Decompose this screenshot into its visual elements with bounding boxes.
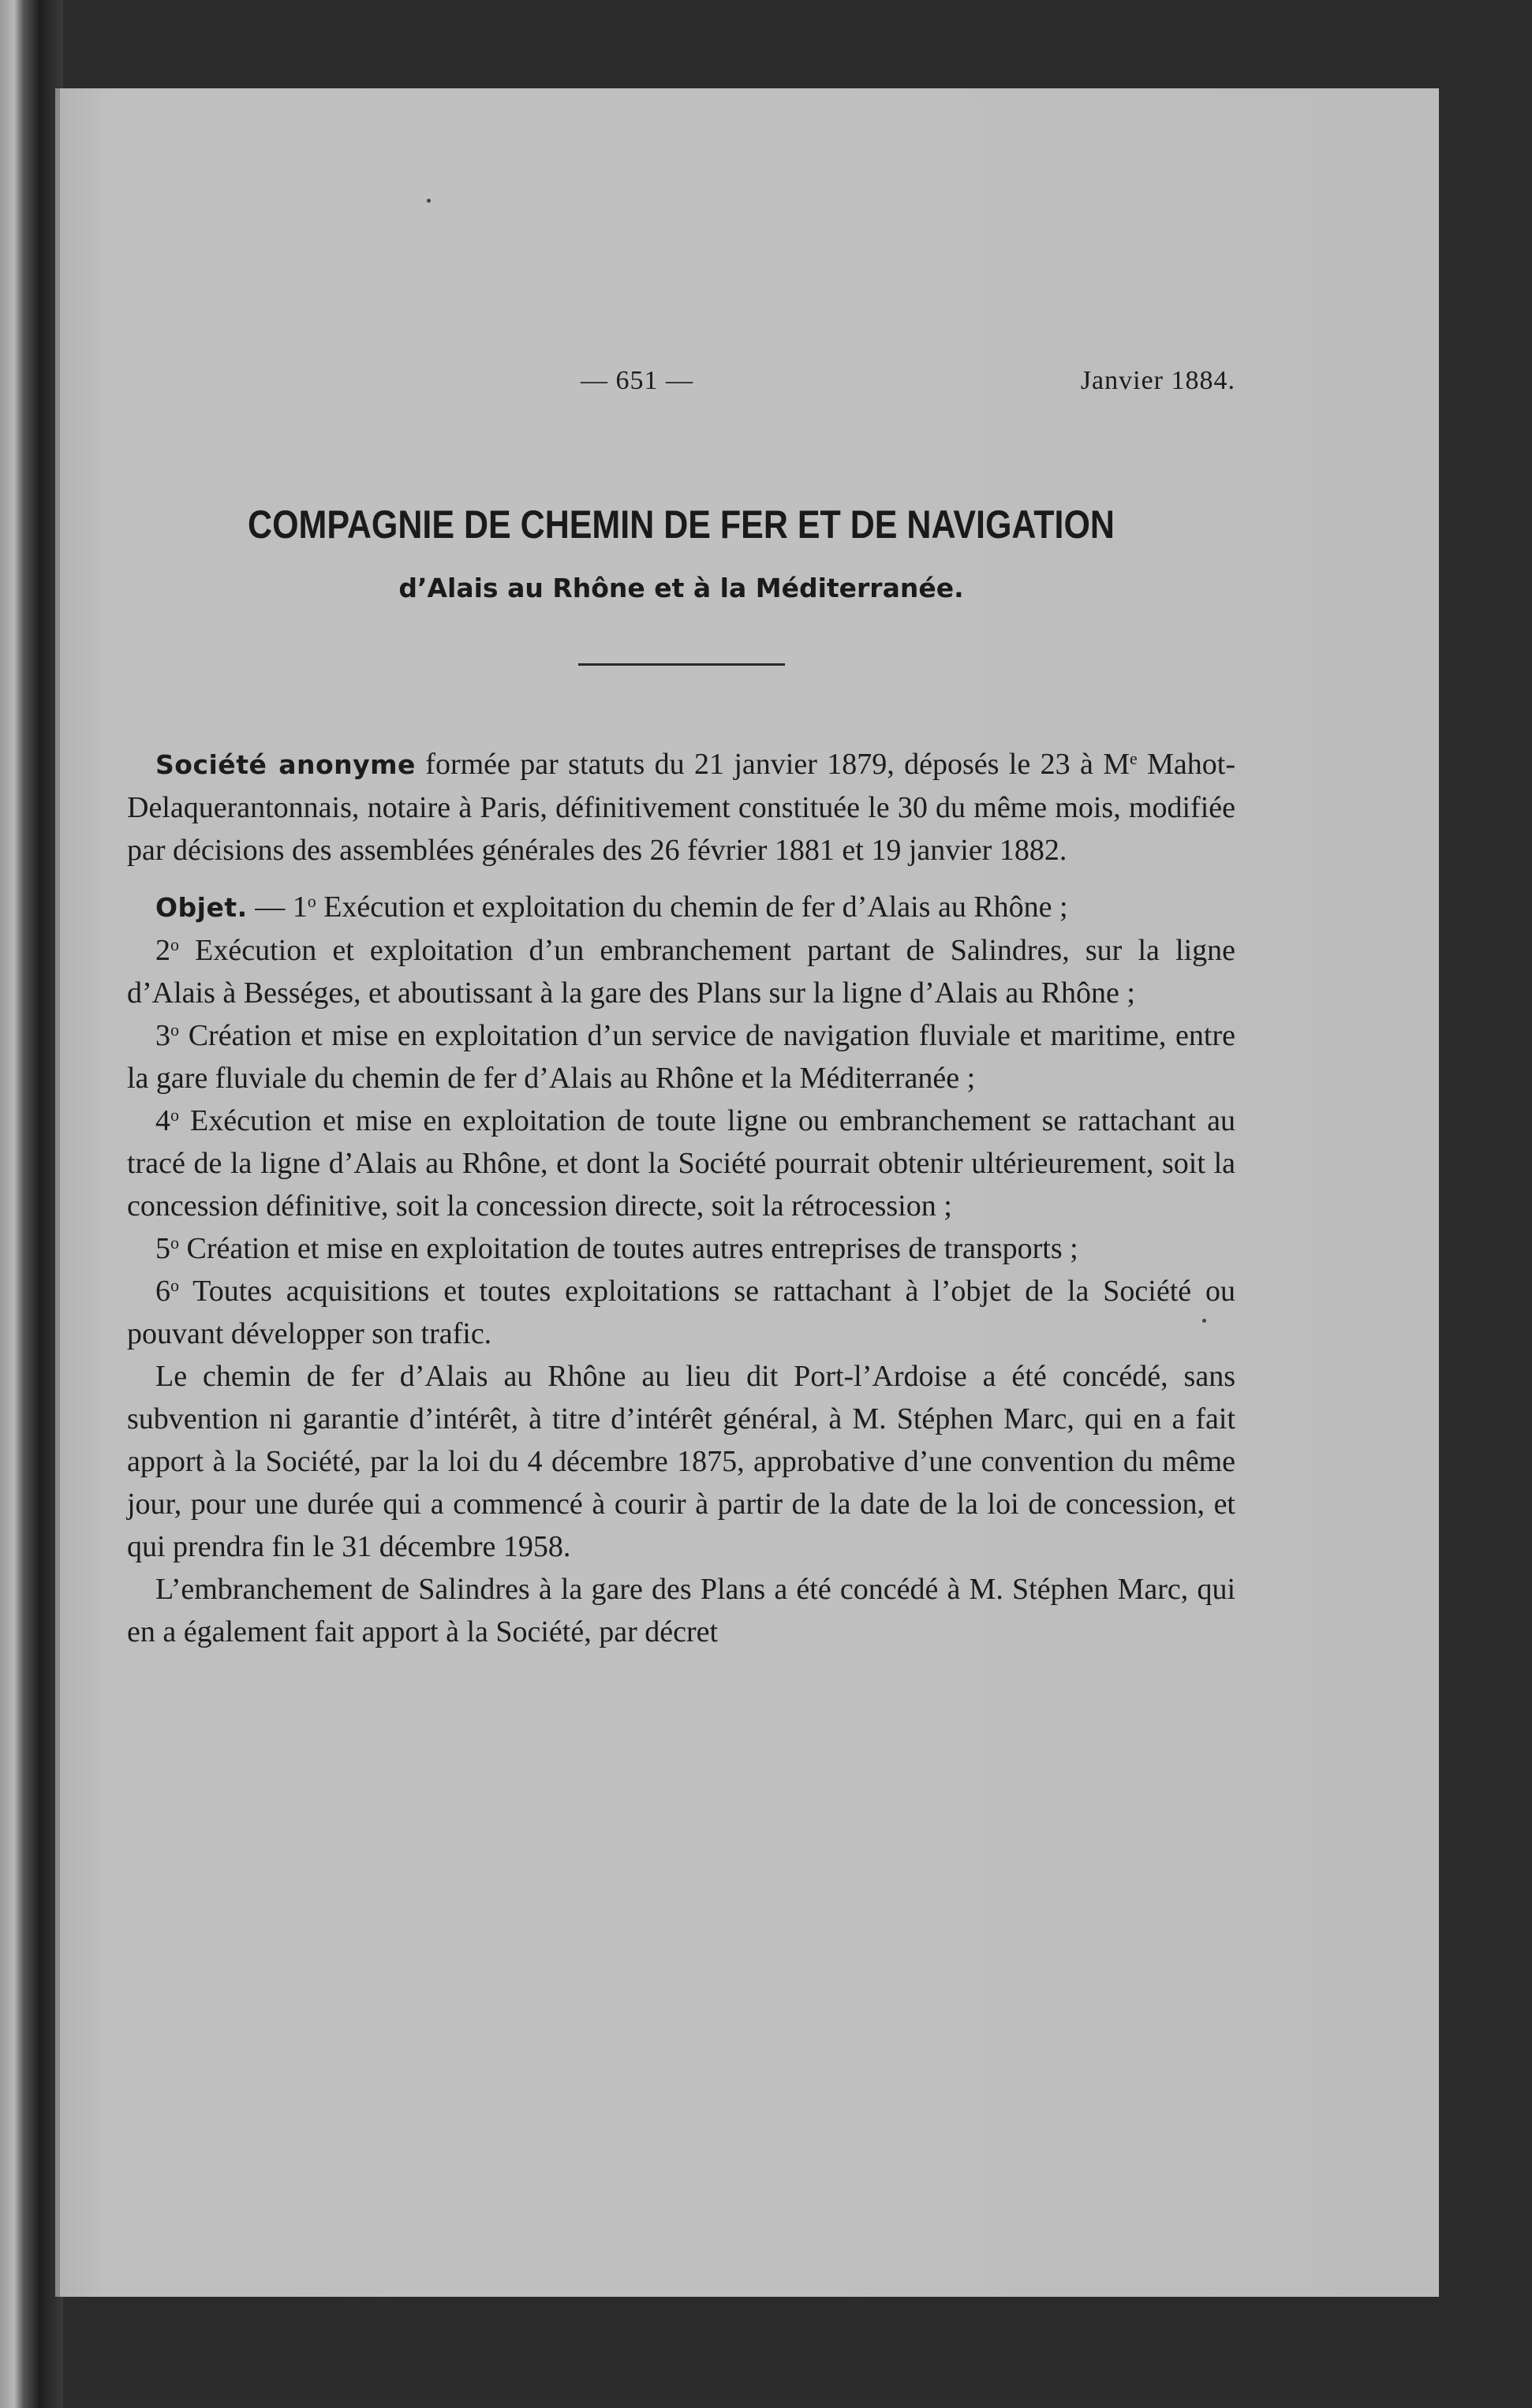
- item-number: 2: [155, 934, 170, 967]
- title-rule: [578, 663, 785, 666]
- page-content: [127, 366, 1235, 1653]
- superscript: o: [170, 1275, 179, 1295]
- body-text: [127, 743, 1235, 1653]
- lead-societe-anonyme: Société anonyme: [155, 749, 416, 780]
- superscript: o: [307, 891, 316, 911]
- paragraph-concession-embranchement: L’embranchement de Salindres à la gare des Plans a été concédé à M. Stéphen Marc, qui en a également fait apport à la Société, par décret: [127, 1573, 1235, 1648]
- superscript: o: [170, 935, 179, 954]
- paragraph-text: — 1: [247, 890, 308, 924]
- paragraph-text: Toutes acquisitions et toutes exploitations se rattachant à l’objet de la Société ou pouvant développer son trafic.: [127, 1275, 1235, 1350]
- superscript: e: [1130, 749, 1138, 768]
- header-date: Janvier 1884.: [1080, 366, 1235, 395]
- superscript: o: [170, 1020, 179, 1040]
- lead-objet: Objet.: [155, 892, 248, 923]
- running-header: [127, 366, 1235, 413]
- objet-item-5: [127, 1227, 1235, 1270]
- paragraph-text: Exécution et mise en exploitation de toute ligne ou embranchement se rattachant au tracé de la ligne d’Alais au Rhône, et dont la Société pourrait obtenir ultérieurement, soit la concession définitive, soit la concession directe, soit la rétrocession ;: [127, 1104, 1235, 1223]
- objet-item-3: [127, 1014, 1235, 1099]
- item-number: 3: [155, 1019, 170, 1052]
- paragraph-text: Création et mise en exploitation d’un service de navigation fluviale et maritime, entre la gare fluviale du chemin de fer d’Alais au Rhône et la Méditerranée ;: [127, 1019, 1235, 1095]
- superscript: o: [170, 1233, 179, 1253]
- item-number: 5: [155, 1232, 170, 1265]
- paragraph-text: Exécution et exploitation du chemin de fer d’Alais au Rhône ;: [316, 890, 1068, 924]
- paragraph-text: formée par statuts du 21 janvier 1879, déposés le 23 à M: [415, 748, 1130, 781]
- paragraph-objet: [127, 886, 1235, 929]
- document-page: [55, 88, 1439, 2297]
- paragraph-concession-ligne: Le chemin de fer d’Alais au Rhône au lieu dit Port-l’Ardoise a été concédé, sans subvention ni garantie d’intérêt, à titre d’intérêt général, à M. Stéphen Marc, qui en a fait apport à la Société, par la loi du 4 décembre 1875, approbative d’une convention du même jour, pour une durée qui a commencé à courir à partir de la date de la loi de concession, et qui prendra fin le 31 décembre 1958.: [127, 1360, 1235, 1563]
- paragraph-text: Mahot-Delaquerantonnais, notaire à Paris, définitivement constituée le 30 du même mois, modifiée par décisions des assemblées générales des 26 février 1881 et 19 janvier 1882.: [127, 748, 1236, 867]
- paragraph-text: Création et mise en exploitation de toutes autres entreprises de transports ;: [179, 1232, 1078, 1265]
- item-number: 6: [155, 1275, 170, 1308]
- paragraph-societe: [127, 743, 1235, 872]
- item-number: 4: [155, 1104, 170, 1137]
- paragraph-text: Exécution et exploitation d’un embranchement partant de Salindres, sur la ligne d’Alais à Bességes, et aboutissant à la gare des Plans sur la ligne d’Alais au Rhône ;: [127, 934, 1235, 1010]
- objet-item-4: [127, 1099, 1235, 1227]
- scan-binding-edge: [0, 0, 63, 2408]
- objet-item-6: [127, 1270, 1235, 1355]
- superscript: o: [170, 1105, 179, 1125]
- speck: [427, 199, 431, 203]
- page-number: — 651 —: [581, 366, 693, 395]
- document-subtitle: d’Alais au Rhône et à la Méditerranée.: [398, 573, 964, 603]
- objet-item-2: [127, 929, 1235, 1014]
- document-title: COMPAGNIE DE CHEMIN DE FER ET DE NAVIGATION: [248, 502, 1115, 547]
